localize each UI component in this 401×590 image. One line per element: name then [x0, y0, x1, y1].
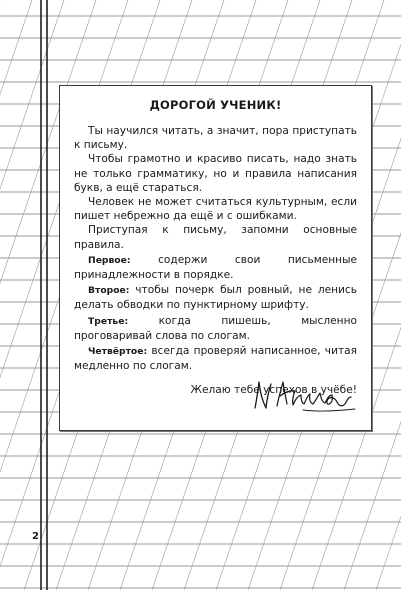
paragraph-3: Человек не может считаться культурным, если пишет небрежно да ещё и с ошибками.	[74, 196, 357, 223]
closing-wish: Желаю тебе успехов в учёбе!	[190, 384, 357, 397]
rule-2-text: чтобы почерк был ровный, не ленись делать обводки по пунктирному шрифту.	[74, 284, 357, 312]
paragraph-1: Ты научился читать, а значит, пора приступать к письму.	[74, 125, 357, 152]
rule-1	[74, 253, 357, 282]
rule-2	[74, 283, 357, 312]
rule-3-label: Третье:	[88, 315, 129, 327]
rule-2-label: Второе:	[88, 285, 130, 297]
rule-1-text: содержи свои письменные принадлежности в порядке.	[74, 253, 357, 282]
letter-card	[59, 85, 372, 431]
rule-4	[74, 344, 357, 373]
slant-line	[0, 0, 64, 590]
rule-1-label: Первое:	[88, 254, 131, 266]
letter-title: ДОРОГОЙ УЧЕНИК!	[149, 98, 282, 112]
rule-4-label: Четвёртое:	[88, 346, 148, 358]
slant-line	[0, 0, 32, 590]
paragraph-4: Приступая к письму, запомни основные правила.	[74, 224, 357, 251]
rule-3	[74, 314, 357, 343]
page-number: 2	[32, 531, 39, 542]
handwritten-signature	[249, 376, 361, 416]
rule-4-text: всегда проверяй написанное, читая медленно по слогам.	[74, 345, 357, 373]
letter-body	[74, 124, 357, 373]
paragraph-2: Чтобы грамотно и красиво писать, надо знать не только грамматику, но и правила написания букв, а ещё стараться.	[74, 153, 357, 194]
rule-3-text: когда пишешь, мысленно проговаривай слова по слогам.	[74, 314, 357, 342]
